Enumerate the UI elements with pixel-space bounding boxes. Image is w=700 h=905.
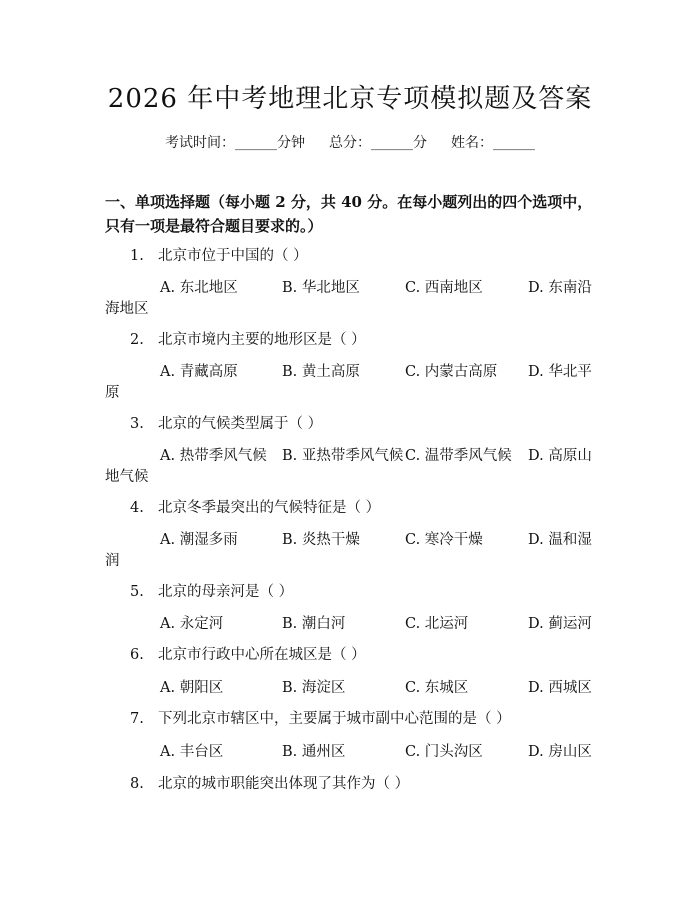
question-2 <box>130 328 366 349</box>
question-text: 北京冬季最突出的气候特征是（ ） <box>158 500 381 516</box>
question-number: 5. <box>130 584 144 600</box>
question-text: 下列北京市辖区中，主要属于城市副中心范围的是（ ） <box>158 711 511 727</box>
question-8 <box>130 772 409 793</box>
option-a: A. 东北地区 <box>160 280 238 296</box>
option-c: C. 温带季风气候 <box>405 448 512 464</box>
question-text: 北京市行政中心所在城区是（ ） <box>158 647 366 663</box>
page-title: 2026 年中考地理北京专项模拟题及答案 <box>107 84 593 114</box>
question-3 <box>130 412 322 433</box>
option-c: C. 寒冷干燥 <box>405 532 483 548</box>
option-c: C. 门头沟区 <box>405 744 483 760</box>
option-c: C. 西南地区 <box>405 280 483 296</box>
question-text: 北京市位于中国的（ ） <box>158 248 308 264</box>
total-score-field: 总分：______分 <box>329 135 427 151</box>
question-7 <box>130 707 511 728</box>
question-text: 北京市境内主要的地形区是（ ） <box>158 332 366 348</box>
question-1 <box>130 244 308 265</box>
exam-meta <box>0 132 700 152</box>
question-text: 北京的母亲河是（ ） <box>158 584 294 600</box>
option-b: B. 通州区 <box>282 744 346 760</box>
question-number: 3. <box>130 416 144 432</box>
question-number: 7. <box>130 711 144 727</box>
option-d: D. 华北平 <box>528 364 592 380</box>
option-d-wrap: 原 <box>105 385 120 401</box>
student-name-field: 姓名：______ <box>451 135 535 151</box>
question-6 <box>130 643 366 664</box>
question-text: 北京的气候类型属于（ ） <box>158 416 323 432</box>
question-number: 8. <box>130 776 144 792</box>
option-b: B. 华北地区 <box>282 280 360 296</box>
question-number: 2. <box>130 332 144 348</box>
question-5 <box>130 580 293 601</box>
option-a: A. 丰台区 <box>160 744 224 760</box>
option-d: D. 东南沿 <box>528 280 592 296</box>
option-a: A. 朝阳区 <box>160 680 224 696</box>
question-text: 北京的城市职能突出体现了其作为（ ） <box>158 776 410 792</box>
option-b: B. 黄土高原 <box>282 364 360 380</box>
option-d: D. 西城区 <box>528 680 592 696</box>
option-d-wrap: 润 <box>105 553 120 569</box>
option-b: B. 炎热干燥 <box>282 532 360 548</box>
option-d: D. 高原山 <box>528 448 592 464</box>
option-a: A. 青藏高原 <box>160 364 238 380</box>
option-a: A. 热带季风气候 <box>160 448 267 464</box>
option-d: D. 房山区 <box>528 744 592 760</box>
section-heading: 一、单项选择题（每小题 2 分，共 40 分。在每小题列出的四个选项中，只有一项是最符合题目要求的。） <box>105 193 593 235</box>
option-a: A. 潮湿多雨 <box>160 532 238 548</box>
option-b: B. 亚热带季风气候 <box>282 448 404 464</box>
option-d-wrap: 海地区 <box>105 301 149 317</box>
exam-time-field: 考试时间：______分钟 <box>165 135 305 151</box>
option-b: B. 潮白河 <box>282 616 346 632</box>
option-c: C. 内蒙古高原 <box>405 364 498 380</box>
option-b: B. 海淀区 <box>282 680 346 696</box>
question-number: 1. <box>130 248 144 264</box>
option-d-wrap: 地气候 <box>105 469 149 485</box>
option-d: D. 蓟运河 <box>528 616 592 632</box>
option-c: C. 北运河 <box>405 616 469 632</box>
question-number: 6. <box>130 647 144 663</box>
option-d: D. 温和湿 <box>528 532 592 548</box>
option-c: C. 东城区 <box>405 680 469 696</box>
question-4 <box>130 496 380 517</box>
option-a: A. 永定河 <box>160 616 224 632</box>
question-number: 4. <box>130 500 144 516</box>
